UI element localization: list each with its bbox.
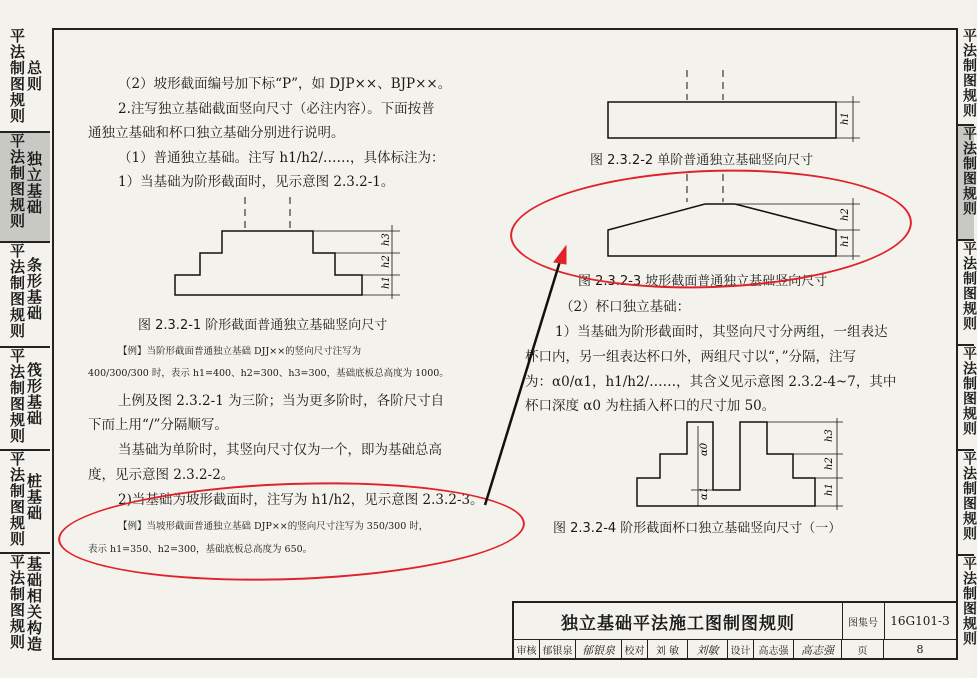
dim-h2: h2 <box>381 255 392 268</box>
left-tab-strip-sub: 条形基础 <box>25 257 43 321</box>
para-cup-4: 杯口深度 α0 为柱插入杯口的尺寸加 50。 <box>525 398 776 414</box>
para-section-height-2: 通独立基础和杯口独立基础分别进行说明。 <box>88 125 345 141</box>
para-cup-2: 杯口内，另一组表达杯口外，两组尺寸以“，”分隔，注写 <box>525 349 857 365</box>
designer-name: 高志强 <box>754 639 794 660</box>
left-tab-raft-label: 平法制图规则 <box>8 348 26 444</box>
para-single-step-2: 度，见示意图 2.3.2-2。 <box>88 467 235 483</box>
right-tab-5-label: 平法制图规则 <box>961 451 977 541</box>
designer-signature: 高志强 <box>794 639 842 660</box>
right-tab-4-label: 平法制图规则 <box>961 346 977 436</box>
para-section-height-1: 2.注写独立基础截面竖向尺寸（必注内容）。下面按普 <box>118 101 435 117</box>
para-cup-3: 为：α0/α1，h1/h2/……，其含义见示意图 2.3.2-4~7，其中 <box>525 374 897 390</box>
design-label: 设计 <box>728 639 754 660</box>
reviewer-name: 郁银泉 <box>540 639 576 660</box>
fig4-dim-h1: h1 <box>824 483 835 496</box>
review-label: 审核 <box>514 639 540 660</box>
fig4-dim-h2: h2 <box>824 457 835 470</box>
para-stepped-section: 1）当基础为阶形截面时，见示意图 2.3.2-1。 <box>118 174 395 190</box>
fig2-dim-h1: h1 <box>840 112 851 125</box>
drawing-title: 独立基础平法施工图制图规则 <box>514 603 843 640</box>
left-tab-pile-label: 平法制图规则 <box>8 451 26 547</box>
para-multi-step-2: 下而上用“/”分隔顺写。 <box>88 417 228 433</box>
right-tab-1-label: 平法制图规则 <box>961 28 977 118</box>
fig3-dim-h2: h2 <box>840 208 851 221</box>
reviewer-signature: 郁银泉 <box>576 639 622 660</box>
example-2-line-2: 表示 h1=350、h2=300，基础底板总高度为 650。 <box>88 544 313 555</box>
left-tab-pile-sub: 桩基础 <box>25 473 43 521</box>
example-1-line-2: 400/300/300 时，表示 h1=400、h2=300、h3=300，基础底板总高度为 1000。 <box>88 368 449 379</box>
example-1-line-1: 【例】当阶形截面普通独立基础 DJJ××的竖向尺寸注写为 <box>118 346 362 357</box>
para-cup-foundation: （2）杯口独立基础： <box>560 299 691 315</box>
fig4-dim-a1: α1 <box>699 486 710 500</box>
right-tab-2-label: 平法制图规则 <box>961 126 977 216</box>
title-block <box>512 601 956 660</box>
figure-2-3-2-4-caption: 图 2.3.2-4 阶形截面杯口独立基础竖向尺寸（一） <box>553 521 842 536</box>
fig4-dim-h3: h3 <box>824 429 835 442</box>
figure-2-3-2-1-caption: 图 2.3.2-1 阶形截面普通独立基础竖向尺寸 <box>138 318 388 333</box>
para-single-step-1: 当基础为单阶时，其竖向尺寸仅为一个，即为基础总高 <box>118 442 442 458</box>
para-slope-section-code: （2）坡形截面编号加下标“P”，如 DJP××、BJP××。 <box>118 76 452 92</box>
figure-2-3-2-3-caption: 图 2.3.2-3 坡形截面普通独立基础竖向尺寸 <box>578 274 828 289</box>
para-cup-1: 1）当基础为阶形截面时，其竖向尺寸分两组，一组表达 <box>555 324 888 340</box>
page-number: 8 <box>916 643 924 656</box>
para-multi-step-1: 上例及图 2.3.2-1 为三阶；当为更多阶时，各阶尺寸自 <box>118 393 445 409</box>
left-tab-isolated-sub: 独立基础 <box>25 151 43 215</box>
dim-h1: h1 <box>381 276 392 289</box>
right-tab-6-label: 平法制图规则 <box>961 556 977 646</box>
check-label: 校对 <box>622 639 648 660</box>
left-tab-related-label: 平法制图规则 <box>8 554 26 650</box>
left-tab-isolated-label: 平法制图规则 <box>8 133 26 229</box>
left-tab-raft-sub: 筏形基础 <box>25 362 43 426</box>
left-tab-related-sub: 基础相关构造 <box>25 556 43 652</box>
example-2-line-1: 【例】当坡形截面普通独立基础 DJP××的竖向尺寸注写为 350/300 时， <box>118 521 429 532</box>
checker-name: 刘 敏 <box>648 639 688 660</box>
atlas-number-label: 图集号 <box>842 603 885 640</box>
left-tab-strip-label: 平法制图规则 <box>8 243 26 339</box>
figure-2-3-2-2-caption: 图 2.3.2-2 单阶普通独立基础竖向尺寸 <box>590 153 814 168</box>
fig4-dim-a0: α0 <box>699 442 710 456</box>
left-tab-general-sub: 总则 <box>25 60 43 92</box>
atlas-number: 16G101-3 <box>884 603 956 640</box>
checker-signature: 刘敏 <box>688 639 728 660</box>
fig3-dim-h1: h1 <box>840 234 851 247</box>
dim-h3: h3 <box>381 233 392 246</box>
para-ordinary-foundation: （1）普通独立基础。注写 h1/h2/……，具体标注为： <box>118 150 445 166</box>
right-tab-3-label: 平法制图规则 <box>961 241 977 331</box>
para-slope-section: 2)当基础为坡形截面时，注写为 h1/h2，见示意图 2.3.2-3。 <box>118 492 484 508</box>
approval-row <box>514 639 956 660</box>
page-label: 页 <box>842 639 884 660</box>
left-tab-general-label: 平法制图规则 <box>8 28 26 124</box>
